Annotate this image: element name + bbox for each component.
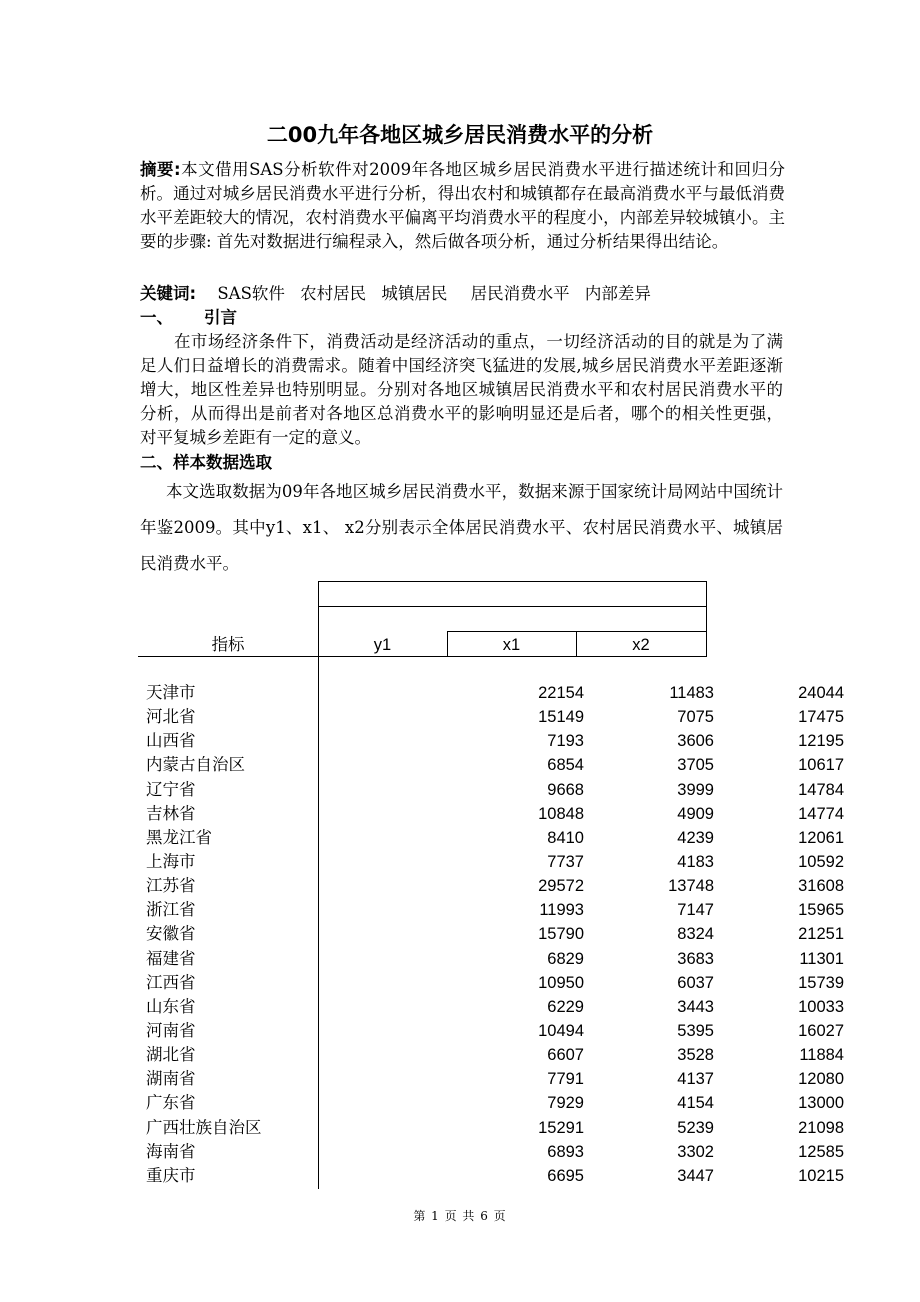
keyword: 内部差异 — [584, 284, 651, 303]
cell-x2: 10617 — [798, 756, 844, 775]
cell-y1: 10848 — [538, 804, 584, 823]
region-name: 福建省 — [146, 948, 196, 968]
cell-x2: 24044 — [798, 684, 844, 702]
region-name: 广东省 — [146, 1093, 196, 1113]
cell-x1: 4137 — [677, 1070, 714, 1089]
table-right-border — [706, 581, 707, 657]
cell-y1: 9668 — [547, 780, 584, 799]
section-heading-data: 二、样本数据选取 — [140, 453, 272, 472]
cell-y1: 6229 — [547, 997, 584, 1016]
cell-x1: 13748 — [668, 877, 714, 896]
cell-x1: 7147 — [677, 901, 714, 920]
cell-x2: 12080 — [798, 1070, 844, 1089]
cell-x2: 14774 — [798, 804, 844, 823]
table-top-rule — [318, 581, 707, 582]
cell-x2: 13000 — [798, 1094, 844, 1113]
table-header-rule — [318, 606, 707, 607]
cell-y1: 10950 — [538, 973, 584, 992]
region-name: 天津市 — [146, 683, 196, 702]
cell-x1: 4154 — [677, 1094, 714, 1113]
section-title: 引言 — [204, 308, 237, 327]
cell-x2: 10592 — [798, 852, 844, 871]
region-name: 湖南省 — [146, 1069, 196, 1089]
table-stub-divider — [318, 581, 319, 1189]
cell-y1: 7791 — [547, 1070, 584, 1089]
cell-x1: 3606 — [677, 732, 714, 751]
cell-x2: 15739 — [798, 973, 844, 992]
cell-y1: 6854 — [547, 756, 584, 775]
cell-x1: 3999 — [677, 780, 714, 799]
table-header-bottom-rule — [138, 656, 707, 657]
cell-x1: 5395 — [677, 1021, 714, 1040]
page-footer: 第 1 页 共 6 页 — [413, 1209, 507, 1223]
cell-x2: 11301 — [799, 949, 844, 968]
cell-x2: 11884 — [799, 1046, 844, 1065]
cell-x2: 16027 — [798, 1021, 844, 1040]
region-name: 湖北省 — [146, 1045, 196, 1065]
cell-x1: 4909 — [677, 804, 714, 823]
cell-y1: 29572 — [538, 877, 584, 896]
region-name: 广西壮族自治区 — [146, 1117, 262, 1137]
cell-x1: 5239 — [677, 1118, 714, 1137]
cell-x2: 12585 — [798, 1142, 844, 1161]
region-name: 山西省 — [146, 731, 196, 751]
intro-paragraph: 在市场经济条件下，消费活动是经济活动的重点，一切经济活动的目的就是为了满足人们日益增长的消费需求。随着中国经济突飞猛进的发展,城乡居民消费水平差距逐渐增大，地区性差异也特别明显。分别对各地区城镇居民消费水平和农村居民消费水平的分析，从而得出是前者对各地区总消费水平的影响明显还是后者，哪个的相关性更强，对平复城乡差距有一定的意义。 — [140, 332, 783, 447]
region-name: 河南省 — [146, 1020, 196, 1040]
cell-y1: 15149 — [538, 708, 584, 727]
cell-x1: 3705 — [677, 756, 714, 775]
cell-x1: 4183 — [677, 852, 714, 871]
cell-y1: 6607 — [547, 1046, 584, 1065]
keyword: 农村居民 — [300, 284, 367, 303]
keyword: 居民消费水平 — [470, 284, 570, 303]
cell-x2: 12061 — [798, 828, 844, 847]
region-name: 上海市 — [146, 851, 196, 871]
cell-x2: 10033 — [798, 997, 844, 1016]
region-name: 重庆市 — [146, 1165, 196, 1185]
table-subheader-rule — [447, 631, 707, 632]
cell-y1: 6695 — [547, 1166, 584, 1185]
document-title: 二00九年各地区城乡居民消费水平的分析 — [266, 123, 654, 147]
region-name: 内蒙古自治区 — [146, 755, 245, 775]
region-name: 江苏省 — [146, 876, 196, 896]
cell-x2: 21098 — [798, 1118, 844, 1137]
section-number: 一、 — [140, 308, 173, 327]
cell-y1: 6829 — [547, 949, 584, 968]
abstract-label: 摘要: — [140, 160, 181, 179]
cell-y1: 10494 — [538, 1021, 584, 1040]
cell-x1: 3302 — [677, 1142, 714, 1161]
cell-x1: 4239 — [677, 828, 714, 847]
cell-x2: 17475 — [798, 708, 844, 727]
region-name: 黑龙江省 — [146, 827, 212, 847]
header-x1: x1 — [502, 636, 521, 654]
keywords-label: 关键词: — [140, 284, 197, 303]
cell-x1: 3447 — [677, 1166, 714, 1185]
cell-x2: 14784 — [798, 780, 844, 799]
cell-y1: 15790 — [538, 925, 584, 944]
cell-x1: 3443 — [677, 997, 714, 1016]
data-paragraph: 本文选取数据为09年各地区城乡居民消费水平，数据来源于国家统计局网站中国统计年鉴2009。其中y1、x1、 x2分别表示全体居民消费水平、农村居民消费水平、城镇居民消费水平。 — [140, 482, 783, 573]
region-name: 山东省 — [146, 996, 196, 1016]
cell-x1: 3683 — [677, 949, 714, 968]
abstract-text: 本文借用SAS分析软件对2009年各地区城乡居民消费水平进行描述统计和回归分析。通过对城乡居民消费水平进行分析，得出农村和城镇都存在最高消费水平与最低消费水平差距较大的情况，农村消费水平偏离平均消费水平的程度小，内部差异较城镇小。主要的步骤: 首先对数据进行编程录入，然后做各项分析，通过分析结果得出结论。 — [140, 160, 785, 251]
cell-y1: 11993 — [539, 901, 584, 920]
cell-x1: 8324 — [677, 925, 714, 944]
header-indicator: 指标 — [211, 636, 245, 654]
region-name: 海南省 — [146, 1141, 196, 1161]
cell-x1: 11483 — [669, 684, 714, 702]
cell-y1: 7193 — [547, 732, 584, 751]
cell-y1: 8410 — [547, 828, 584, 847]
header-x2: x2 — [632, 636, 650, 654]
cell-x2: 12195 — [798, 732, 844, 751]
cell-x2: 21251 — [798, 925, 844, 944]
cell-x2: 15965 — [798, 901, 844, 920]
region-name: 浙江省 — [146, 900, 196, 920]
header-y1: y1 — [373, 636, 392, 654]
keyword: SAS软件 — [217, 284, 285, 303]
cell-x1: 3528 — [677, 1046, 714, 1065]
region-name: 安徽省 — [146, 924, 196, 944]
region-name: 吉林省 — [146, 803, 196, 823]
cell-y1: 7737 — [547, 852, 584, 871]
cell-y1: 7929 — [547, 1094, 584, 1113]
region-name: 河北省 — [146, 707, 196, 727]
cell-x2: 10215 — [798, 1166, 844, 1185]
cell-y1: 22154 — [538, 684, 584, 702]
cell-x1: 7075 — [677, 708, 714, 727]
region-name: 辽宁省 — [146, 779, 196, 799]
cell-x1: 6037 — [677, 973, 714, 992]
region-name: 江西省 — [146, 972, 196, 992]
cell-y1: 15291 — [538, 1118, 584, 1137]
keyword: 城镇居民 — [381, 284, 448, 303]
cell-x2: 31608 — [798, 877, 844, 896]
cell-y1: 6893 — [547, 1142, 584, 1161]
